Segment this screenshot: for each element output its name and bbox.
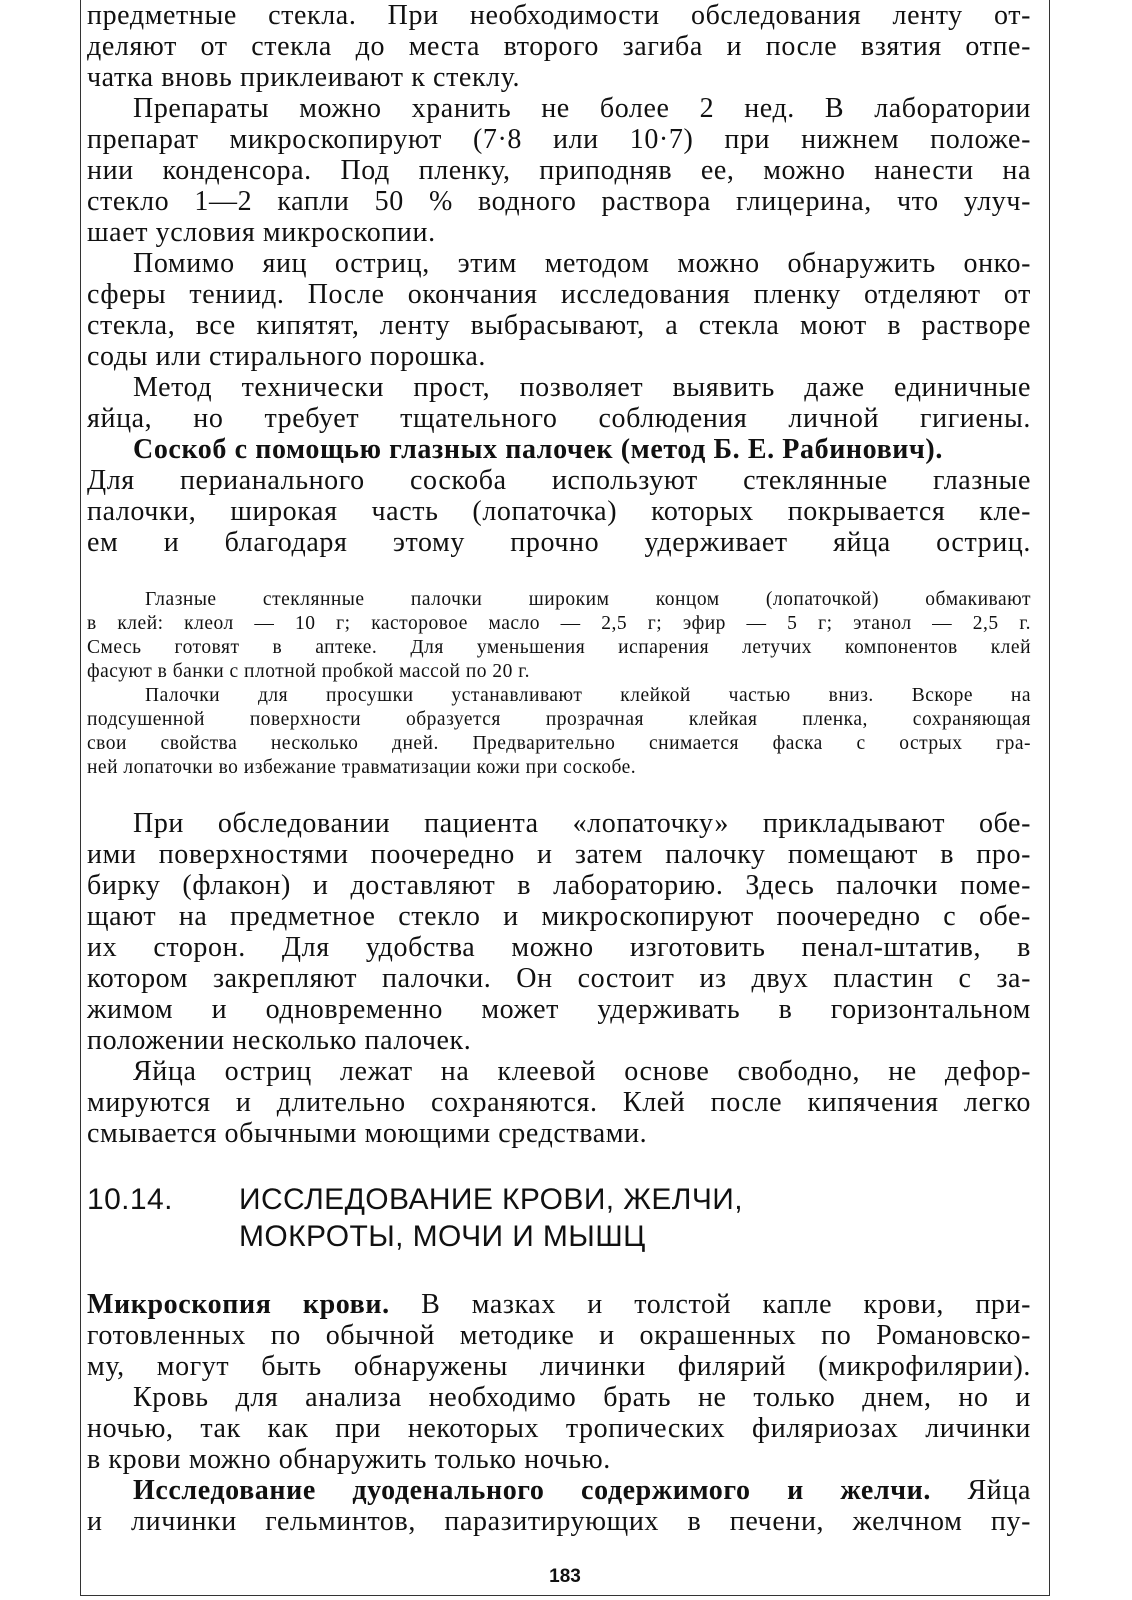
text-line: жимом и одновременно может удерживать в горизонтальном: [87, 994, 1031, 1025]
note-line: Глазные стеклянные палочки широким концом (лопаточкой) обмакивают: [145, 589, 1031, 610]
text-line: положении несколько палочек.: [87, 1025, 472, 1056]
text-line: препарат микроскопируют (7·8 или 10·7) при нижнем положе-: [87, 124, 1031, 155]
text-line: Препараты можно хранить не более 2 нед. В лаборатории: [133, 93, 1031, 124]
note-line: Смесь готовят в аптеке. Для уменьшения испарения летучих компонентов клей: [87, 637, 1031, 658]
text-line: стекло 1—2 капли 50 % водного раствора глицерина, что улуч-: [87, 186, 1031, 217]
text-line: Метод технически прост, позволяет выявить даже единичные: [133, 372, 1031, 403]
small-print-note: [87, 588, 1031, 780]
text-line: смывается обычными моющими средствами.: [87, 1118, 648, 1149]
text-line: [87, 1475, 1031, 1506]
text-span: В мазках и толстой капле крови, при-: [421, 1289, 1032, 1320]
text-line: му, могут быть обнаружены личинки филярий (микрофилярии).: [87, 1351, 1031, 1382]
duodenal-heading: Исследование дуоденального содержимого и желчи.: [133, 1475, 931, 1506]
text-line: деляют от стекла до места второго загиба и после взятия отпе-: [87, 31, 1031, 62]
text-span: Яйца: [967, 1475, 1032, 1506]
main-text-top: [87, 0, 1031, 558]
blood-microscopy-heading: Микроскопия крови.: [87, 1289, 390, 1320]
text-line: ночью, так как при некоторых тропических филяриозах личинки: [87, 1413, 1031, 1444]
text-line: [87, 1289, 1031, 1320]
text-line: котором закрепляют палочки. Он состоит из двух пластин с за-: [87, 963, 1031, 994]
main-text-bottom: [87, 1289, 1031, 1537]
text-line: При обследовании пациента «лопаточку» прикладывают обе-: [133, 808, 1031, 839]
text-line: соды или стирального порошка.: [87, 341, 487, 372]
text-line: яйца, но требует тщательного соблюдения личной гигиены.: [87, 403, 1031, 434]
text-line: мируются и длительно сохраняются. Клей после кипячения легко: [87, 1087, 1031, 1118]
text-line: бирку (флакон) и доставляют в лабораторию. Здесь палочки поме-: [87, 870, 1031, 901]
text-line: и личинки гельминтов, паразитирующих в печени, желчном пу-: [87, 1506, 1031, 1537]
text-line: ими поверхностями поочередно и затем палочку помещают в про-: [87, 839, 1031, 870]
section-heading: [87, 1181, 1031, 1255]
book-page: [80, 0, 1050, 1596]
page-number: 183: [549, 1566, 581, 1587]
section-number: 10.14.: [87, 1183, 173, 1216]
text-line: щают на предметное стекло и микроскопируют поочередно с обе-: [87, 901, 1031, 932]
text-line: готовленных по обычной методике и окрашенных по Романовско-: [87, 1320, 1031, 1351]
section-title-line: МОКРОТЫ, МОЧИ И МЫШЦ: [239, 1220, 646, 1253]
method-heading: Соскоб с помощью глазных палочек (метод Б. Е. Рабинович).: [133, 434, 943, 465]
page-content: [87, 0, 1031, 1537]
text-line: стекла, все кипятят, ленту выбрасывают, а стекла моют в растворе: [87, 310, 1031, 341]
text-line: ем и благодаря этому прочно удерживает яйца остриц.: [87, 527, 1031, 558]
note-line: свои свойства несколько дней. Предварительно снимается фаска с острых гра-: [87, 733, 1031, 754]
section-title-line: ИССЛЕДОВАНИЕ КРОВИ, ЖЕЛЧИ,: [239, 1183, 743, 1216]
text-line: в крови можно обнаружить только ночью.: [87, 1444, 611, 1475]
note-line: в клей: клеол — 10 г; касторовое масло — 2,5 г; эфир — 5 г; этанол — 2,5 г.: [87, 613, 1031, 634]
section-title: [239, 1181, 1031, 1255]
note-line: фасуют в банки с плотной пробкой массой по 20 г.: [87, 661, 530, 682]
text-line: чатка вновь приклеивают к стеклу.: [87, 62, 521, 93]
text-line: палочки, широкая часть (лопаточка) которых покрывается кле-: [87, 496, 1031, 527]
note-line: подсушенной поверхности образуется прозрачная клейкая пленка, сохраняющая: [87, 709, 1031, 730]
text-line: предметные стекла. При необходимости обследования ленту от-: [87, 0, 1031, 31]
text-line: Кровь для анализа необходимо брать не только днем, но и: [133, 1382, 1031, 1413]
text-line: нии конденсора. Под пленку, приподняв ее, можно нанести на: [87, 155, 1031, 186]
text-line: Яйца остриц лежат на клеевой основе свободно, не дефор-: [133, 1056, 1031, 1087]
text-line: сферы тениид. После окончания исследования пленку отделяют от: [87, 279, 1031, 310]
text-line: Помимо яиц остриц, этим методом можно обнаружить онко-: [133, 248, 1031, 279]
text-line: Для перианального соскоба используют стеклянные глазные: [87, 465, 1031, 496]
note-line: Палочки для просушки устанавливают клейкой частью вниз. Вскоре на: [145, 685, 1031, 706]
text-line: их сторон. Для удобства можно изготовить пенал-штатив, в: [87, 932, 1031, 963]
text-line: шает условия микроскопии.: [87, 217, 436, 248]
note-line: ней лопаточки во избежание травматизации кожи при соскобе.: [87, 757, 637, 778]
main-text-middle: [87, 808, 1031, 1149]
